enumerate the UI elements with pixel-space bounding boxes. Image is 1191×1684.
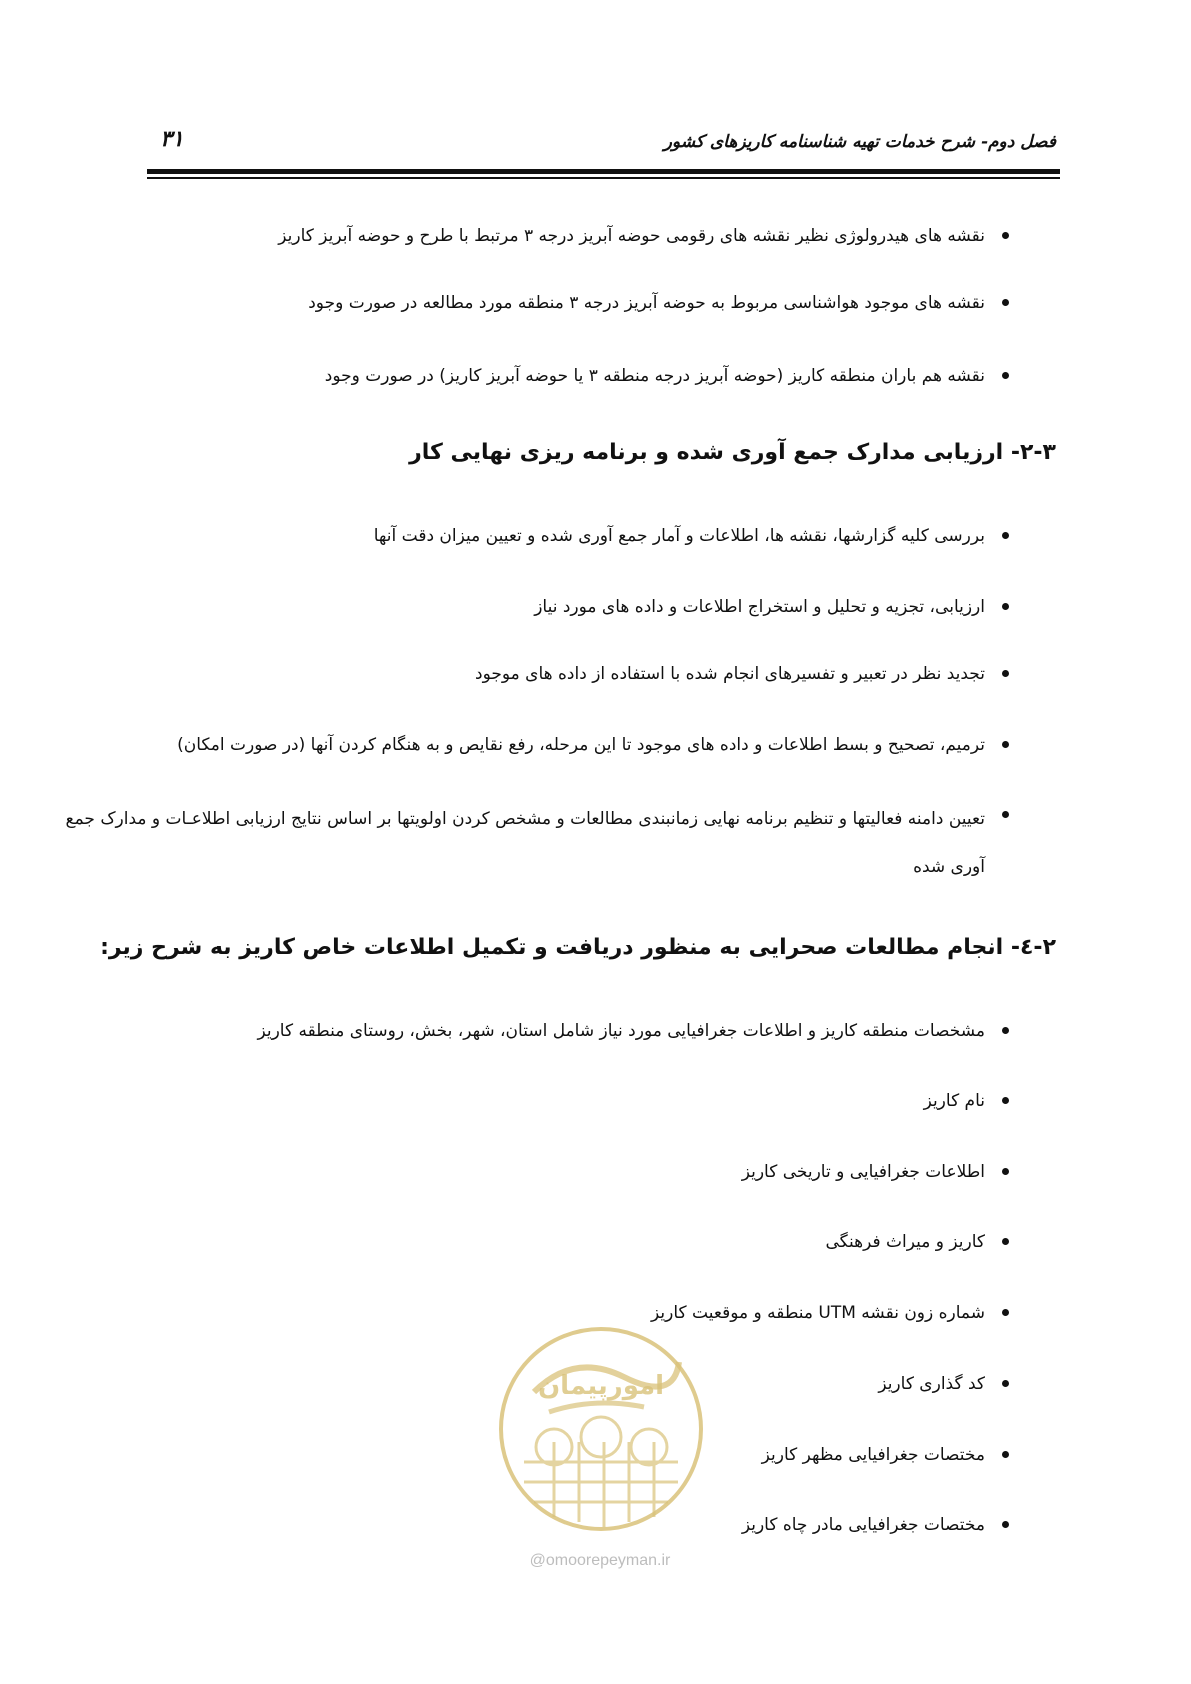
bullet-dot <box>1002 1380 1009 1387</box>
bullet-dot <box>1002 1097 1009 1104</box>
bullet-dot <box>1002 372 1009 379</box>
list-item: مختصات جغرافیایی مظهر کاریز <box>761 1445 985 1465</box>
bullet-dot <box>1002 1521 1009 1528</box>
list-item: کد گذاری کاریز <box>878 1374 985 1394</box>
section-heading-2-3: ۲-۳- ارزیابی مدارک جمع آوری شده و برنامه ریزی نهایی کار <box>409 440 1056 465</box>
bullet-dot <box>1002 1451 1009 1458</box>
header-rule-thin <box>147 177 1060 179</box>
bullet-dot <box>1002 811 1009 818</box>
list-item: بررسی کلیه گزارشها، نقشه ها، اطلاعات و آمار جمع آوری شده و تعیین میزان دقت آنها <box>373 526 985 546</box>
bullet-dot <box>1002 603 1009 610</box>
list-item: نام کاریز <box>923 1091 985 1111</box>
list-item: کاریز و میراث فرهنگی <box>825 1232 985 1252</box>
page-number: ۳۱ <box>160 126 184 152</box>
watermark-logo-text: امورپیمان <box>537 1371 665 1401</box>
list-item: ارزیابی، تجزیه و تحلیل و استخراج اطلاعات و داده های مورد نیاز <box>534 597 985 617</box>
list-item: شماره زون نقشه UTM منطقه و موقعیت کاریز <box>651 1303 985 1323</box>
running-header-title: فصل دوم- شرح خدمات تهیه شناسنامه کاریزهای کشور <box>663 132 1056 152</box>
list-item: اطلاعات جغرافیایی و تاریخی کاریز <box>741 1162 985 1182</box>
section-heading-2-4: ۲-٤- انجام مطالعات صحرایی به منظور دریافت و تکمیل اطلاعات خاص کاریز به شرح زیر: <box>100 935 1056 960</box>
bullet-dot <box>1002 670 1009 677</box>
watermark-stamp-logo <box>494 1322 708 1536</box>
bullet-dot <box>1002 1238 1009 1245</box>
list-item: نقشه های هیدرولوژی نظیر نقشه های رقومی حوضه آبریز درجه ۳ مرتبط با طرح و حوضه آبریز کاریز <box>278 226 985 246</box>
header-rule-thick <box>147 169 1060 174</box>
bullet-dot <box>1002 1168 1009 1175</box>
bullet-dot <box>1002 741 1009 748</box>
bullet-dot <box>1002 232 1009 239</box>
bullet-dot <box>1002 532 1009 539</box>
list-item: تعیین دامنه فعالیتها و تنظیم برنامه نهایی زمانبندی مطالعات و مشخص کردن اولویتها بر اساس نتایج ارزیابی اطلاعـات و مدارک جمع آوری شده <box>65 809 985 877</box>
list-item: ترمیم، تصحیح و بسط اطلاعات و داده های موجود تا این مرحله، رفع نقایص و به هنگام کردن آنها (در صورت امکان) <box>177 735 985 755</box>
bullet-dot <box>1002 299 1009 306</box>
list-item: نقشه هم باران منطقه کاریز (حوضه آبریز درجه منطقه ۳ یا حوضه آبریز کاریز) در صورت وجود <box>324 366 985 386</box>
watermark-url: @omoorepeyman.ir <box>529 1552 671 1569</box>
list-item: تجدید نظر در تعبیر و تفسیرهای انجام شده با استفاده از داده های موجود <box>475 664 985 684</box>
list-item: مشخصات منطقه کاریز و اطلاعات جغرافیایی مورد نیاز شامل استان، شهر، بخش، روستای منطقه کاریز <box>257 1021 985 1041</box>
bullet-dot <box>1002 1027 1009 1034</box>
list-item: مختصات جغرافیایی مادر چاه کاریز <box>741 1515 985 1535</box>
list-item: نقشه های موجود هواشناسی مربوط به حوضه آبریز درجه ۳ منطقه مورد مطالعه در صورت وجود <box>308 293 985 313</box>
bullet-dot <box>1002 1309 1009 1316</box>
